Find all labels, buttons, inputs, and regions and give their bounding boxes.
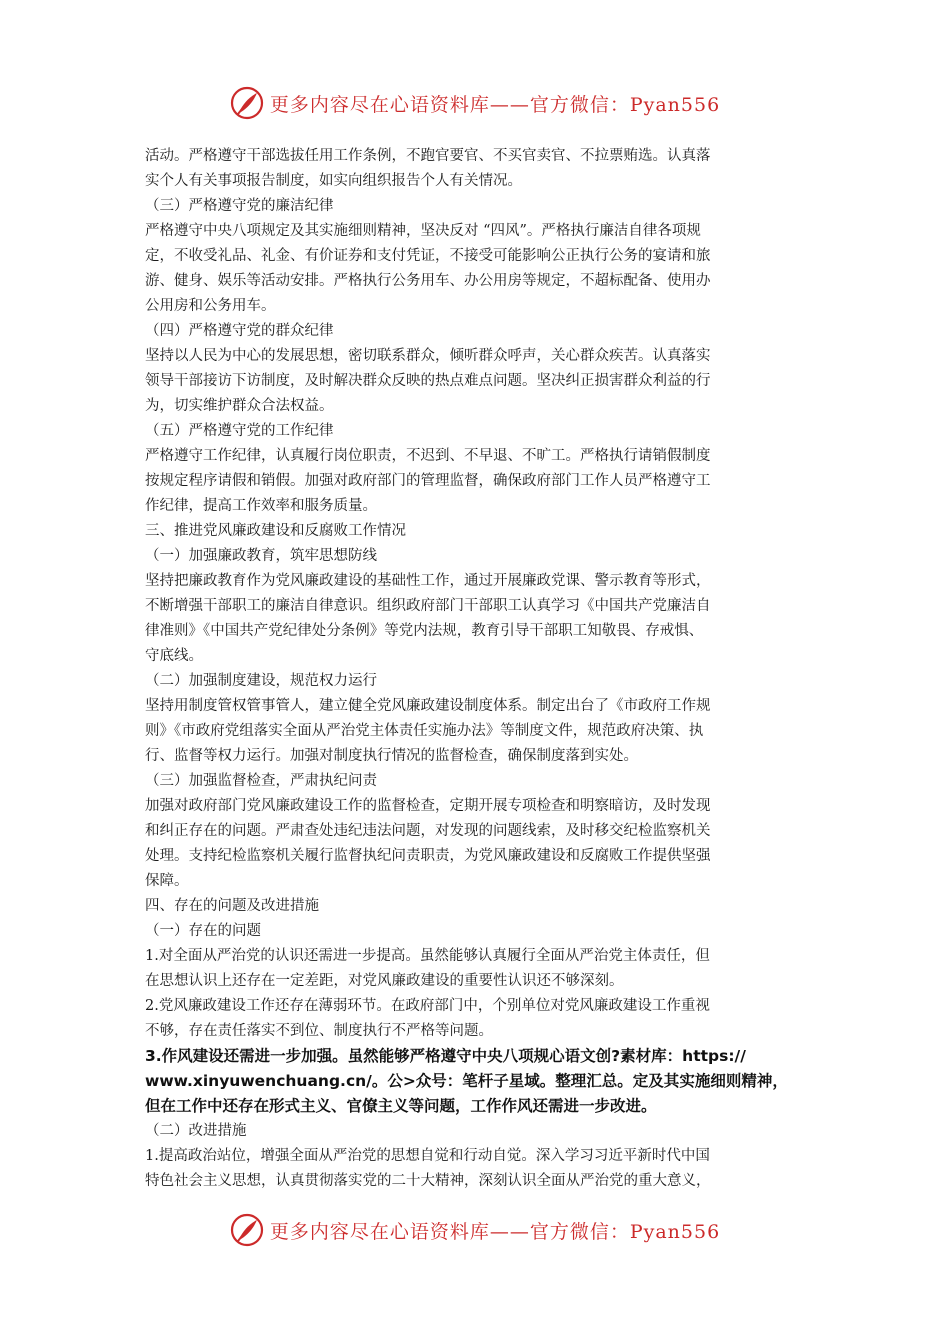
quill-pen-icon (230, 86, 264, 120)
text-line: 2.党风廉政建设工作还存在薄弱环节。在政府部门中，个别单位对党风廉政建设工作重视 (145, 998, 710, 1014)
text-line: 加强对政府部门党风廉政建设工作的监督检查，定期开展专项检查和明察暗访，及时发现 (145, 798, 711, 814)
text-line: 严格遵守中央八项规定及其实施细则精神，坚决反对 “四风”。严格执行廉洁自律各项规 (145, 223, 701, 239)
body-lines (145, 144, 813, 1044)
text-line: 按规定程序请假和销假。加强对政府部门的管理监督，确保政府部门工作人员严格遵守工 (145, 473, 711, 489)
header-banner-text: 更多内容尽在心语资料库——官方微信：Pyan556 (269, 93, 721, 116)
text-line: 领导干部接访下访制度，及时解决群众反映的热点难点问题。坚决纠正损害群众利益的行 (145, 373, 711, 389)
text-line: 但在工作中还存在形式主义、官僚主义等问题，工作作风还需进一步改进。 (145, 1097, 657, 1115)
text-line: 公用房和公务用车。 (145, 298, 276, 314)
text-line: 作纪律，提高工作效率和服务质量。 (145, 498, 377, 514)
text-line: 三、推进党风廉政建设和反腐败工作情况 (145, 523, 406, 539)
quill-pen-icon (230, 1213, 264, 1247)
text-line: 守底线。 (145, 648, 203, 664)
text-line: （五）严格遵守党的工作纪律 (145, 423, 334, 439)
text-line: （三）严格遵守党的廉洁纪律 (145, 198, 334, 214)
text-line: （三）加强监督检查，严肃执纪问责 (145, 773, 377, 789)
text-line: （二）加强制度建设，规范权力运行 (145, 673, 377, 689)
text-line: 特色社会主义思想，认真贯彻落实党的二十大精神，深刻认识全面从严治党的重大意义， (145, 1173, 711, 1189)
text-line: （一）加强廉政教育，筑牢思想防线 (145, 548, 377, 564)
footer-banner (0, 1210, 950, 1250)
text-line: 游、健身、娱乐等活动安排。严格执行公务用车、办公用房等规定，不超标配备、使用办 (145, 273, 711, 289)
text-line: 处理。支持纪检监察机关履行监督执纪问责职责，为党风廉政建设和反腐败工作提供坚强 (145, 848, 711, 864)
text-line: （二）改进措施 (145, 1123, 247, 1139)
bold-lines (145, 1044, 813, 1119)
tail-lines (145, 1119, 813, 1194)
text-line: 3.作风建设还需进一步加强。虽然能够严格遵守中央八项规心语文创?素材库：https:// (145, 1047, 746, 1065)
text-line: 1.对全面从严治党的认识还需进一步提高。虽然能够认真履行全面从严治党主体责任，但 (145, 948, 710, 964)
text-line: www.xinyuwenchuang.cn/。公>众号：笔杆子星域。整理汇总。定及其实施细则精神， (145, 1072, 788, 1090)
text-line: 坚持把廉政教育作为党风廉政建设的基础性工作，通过开展廉政党课、警示教育等形式， (145, 573, 711, 589)
text-line: 不够，存在责任落实不到位、制度执行不严格等问题。 (145, 1023, 493, 1039)
header-banner (0, 83, 950, 123)
text-line: 则》《市政府党组落实全面从严治党主体责任实施办法》等制度文件，规范政府决策、执 (145, 723, 704, 739)
text-line: （四）严格遵守党的群众纪律 (145, 323, 334, 339)
text-line: 为，切实维护群众合法权益。 (145, 398, 334, 414)
text-line: 律准则》《中国共产党纪律处分条例》等党内法规，教育引导干部职工知敬畏、存戒惧、 (145, 623, 704, 639)
text-line: 严格遵守工作纪律，认真履行岗位职责，不迟到、不早退、不旷工。严格执行请销假制度 (145, 448, 711, 464)
text-line: 行、监督等权力运行。加强对制度执行情况的监督检查，确保制度落到实处。 (145, 748, 638, 764)
text-line: 保障。 (145, 873, 189, 889)
document-body (145, 144, 813, 1194)
text-line: 定，不收受礼品、礼金、有价证券和支付凭证，不接受可能影响公正执行公务的宴请和旅 (145, 248, 711, 264)
text-line: （一）存在的问题 (145, 923, 261, 939)
text-line: 坚持以人民为中心的发展思想，密切联系群众，倾听群众呼声，关心群众疾苦。认真落实 (145, 348, 711, 364)
text-line: 1.提高政治站位，增强全面从严治党的思想自觉和行动自觉。深入学习习近平新时代中国 (145, 1148, 710, 1164)
footer-banner-text: 更多内容尽在心语资料库——官方微信：Pyan556 (269, 1220, 721, 1243)
text-line: 活动。严格遵守干部选拔任用工作条例，不跑官要官、不买官卖官、不拉票贿选。认真落 (145, 148, 711, 164)
text-line: 实个人有关事项报告制度，如实向组织报告个人有关情况。 (145, 173, 522, 189)
text-line: 坚持用制度管权管事管人，建立健全党风廉政建设制度体系。制定出台了《市政府工作规 (145, 698, 711, 714)
text-line: 在思想认识上还存在一定差距，对党风廉政建设的重要性认识还不够深刻。 (145, 973, 624, 989)
text-line: 不断增强干部职工的廉洁自律意识。组织政府部门干部职工认真学习《中国共产党廉洁自 (145, 598, 711, 614)
text-line: 四、存在的问题及改进措施 (145, 898, 319, 914)
text-line: 和纠正存在的问题。严肃查处违纪违法问题，对发现的问题线索，及时移交纪检监察机关 (145, 823, 711, 839)
